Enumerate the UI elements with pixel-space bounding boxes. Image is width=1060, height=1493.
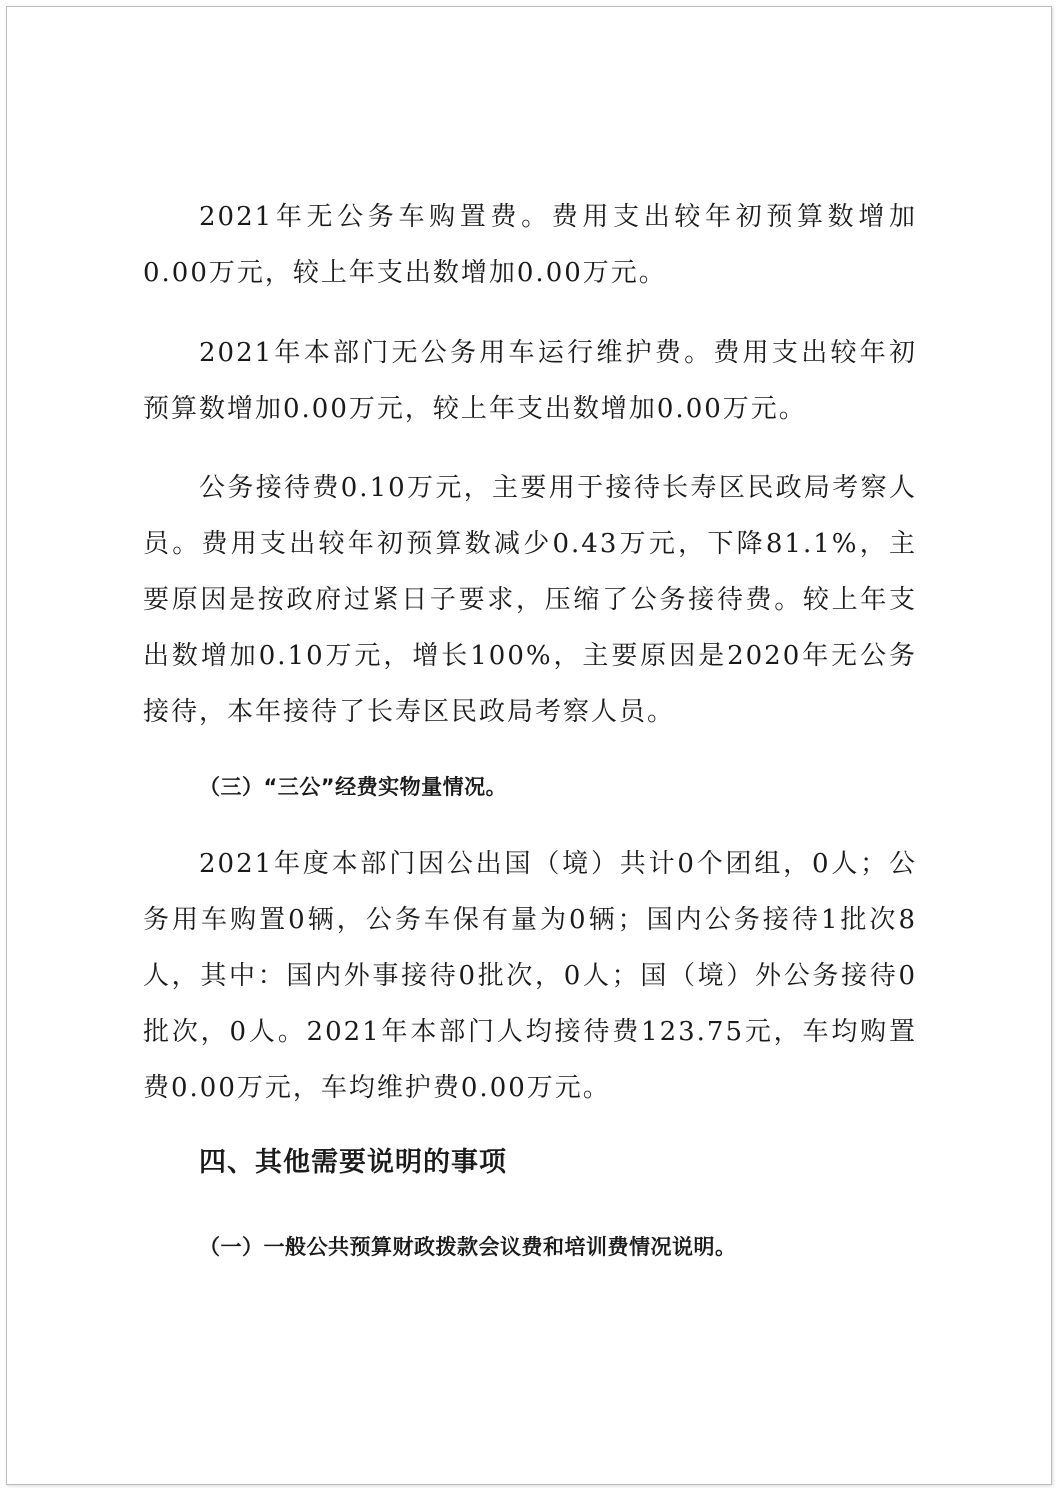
heading-other-matters: 四、其他需要说明的事项 bbox=[199, 1147, 507, 1178]
paragraph-vehicle-maintenance: 2021年本部门无公务用车运行维护费。费用支出较年初预算数增加0.00万元，较上年支出数增加0.00万元。 bbox=[143, 338, 917, 424]
paragraph-reception-expense: 公务接待费0.10万元，主要用于接待长寿区民政局考察人员。费用支出较年初预算数减少0.43万元，下降81.1%，主要原因是按政府过紧日子要求，压缩了公务接待费。较上年支出数增加0.10万元，增长100%，主要原因是2020年无公务接待，本年接待了长寿区民政局考察人员。 bbox=[143, 473, 917, 727]
paragraph-vehicle-purchase: 2021年无公务车购置费。费用支出较年初预算数增加0.00万元，较上年支出数增加0.00万元。 bbox=[143, 202, 917, 288]
heading-meeting-training-fees: （一）一般公共预算财政拨款会议费和培训费情况说明。 bbox=[199, 1235, 737, 1259]
paragraph-physical-quantity: 2021年度本部门因公出国（境）共计0个团组，0人；公务用车购置0辆，公务车保有量为0辆；国内公务接待1批次8人，其中：国内外事接待0批次，0人；国（境）外公务接待0批次，0人。2021年本部门人均接待费123.75元，车均购置费0.00万元，车均维护费0.00万元。 bbox=[143, 849, 917, 1103]
heading-physical-quantity: （三）“三公”经费实物量情况。 bbox=[199, 775, 508, 799]
